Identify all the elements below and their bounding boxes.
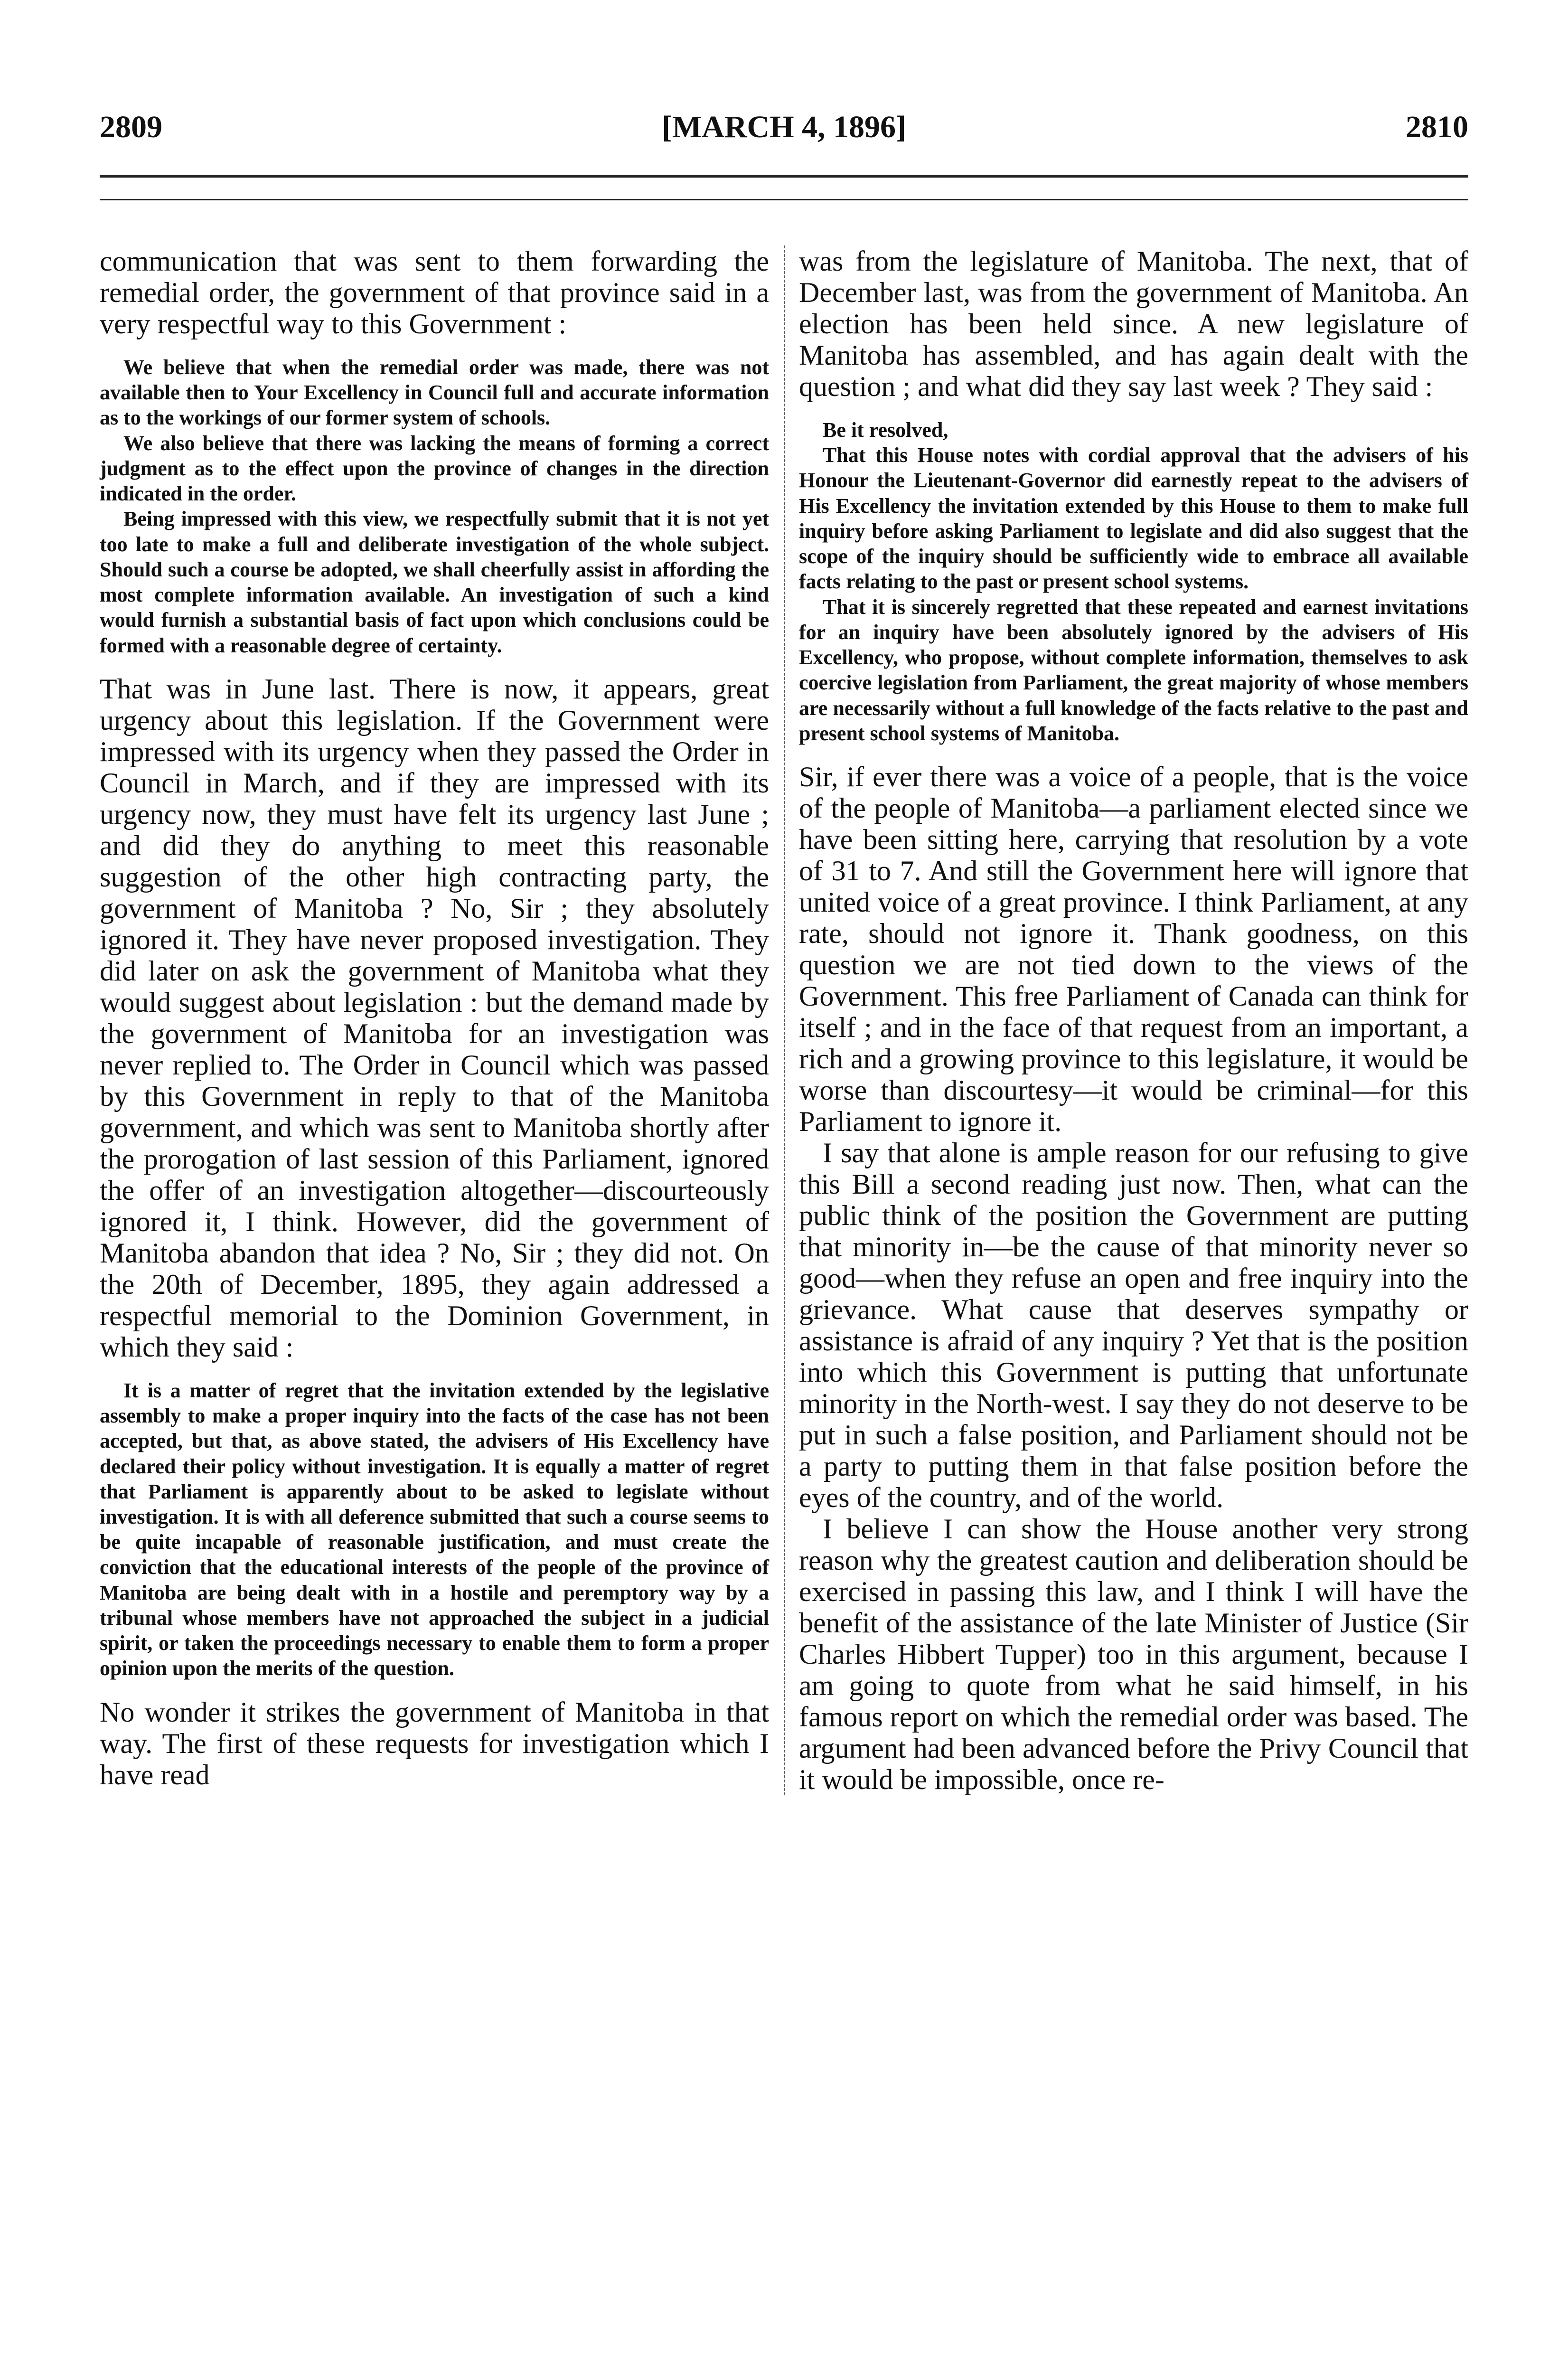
page-header [100,90,1468,161]
quote-paragraph: That it is sincerely regretted that these repeated and earnest invitations for an inquiry have been absolutely ignored by the advisers of His Excellency, who propose, without complete information, themselves to ask coercive legislation from Parliament, the great majority of whose members are necessarily without a full knowledge of the facts relative to the past and present school systems of Manitoba. [799,595,1468,745]
page-date: [MARCH 4, 1896] [661,110,907,144]
page-number-left: 2809 [100,110,162,144]
right-quote-1 [799,417,1468,746]
right-paragraph-1: was from the legislature of Manitoba. The next, that of December last, was from the government of Manitoba. An election has been held since. A new legislature of Manitoba has assembled, and has again dealt with the question ; and what did they say last week ? They said : [799,245,1468,402]
two-column-body [100,245,1468,1795]
left-quote-1 [100,355,769,658]
right-paragraph-2: Sir, if ever there was a voice of a people, that is the voice of the people of Manitoba—a parliament elected since we have been sitting here, carrying that resolution by a vote of 31 to 7. And still the Government here will ignore that united voice of a great province. I think Parliament, at any rate, should not ignore it. Thank goodness, on this question we are not tied down to the views of the Government. This free Parliament of Canada can think for itself ; and in the face of that request from an important, a rich and a growing province to this legislature, it would be worse than discourtesy—it would be criminal—for this Parliament to ignore it. [799,761,1468,1138]
right-column [799,245,1468,1795]
quote-paragraph: We believe that when the remedial order was made, there was not available then to Your Excellency in Council full and accurate information as to the workings of our former system of schools. [100,356,769,430]
left-paragraph-1: communication that was sent to them forwarding the remedial order, the government of that province said in a very respectful way to this Government : [100,245,769,339]
left-paragraph-2: That was in June last. There is now, it appears, great urgency about this legislation. If the Government were impressed with its urgency when they passed the Order in Council in March, and if they are impressed with its urgency now, they must have felt its urgency last June ; and did they do anything to meet this reasonable suggestion of the other high contracting party, the government of Manitoba ? No, Sir ; they absolutely ignored it. They have never proposed investigation. They did later on ask the government of Manitoba what they would suggest about legislation : but the demand made by the government of Manitoba for an investigation was never replied to. The Order in Council which was passed by this Government in reply to that of the Manitoba government, and which was sent to Manitoba shortly after the prorogation of last session of this Parliament, ignored the offer of an investigation altogether—discourteously ignored it, I think. However, did the government of Manitoba abandon that idea ? No, Sir ; they did not. On the 20th of December, 1895, they again addressed a respectful memorial to the Dominion Government, in which they said : [100,673,769,1363]
quote-paragraph: Being impressed with this view, we respectfully submit that it is not yet too late to make a full and deliberate investigation of the whole subject. Should such a course be adopted, we shall cheerfully assist in affording the most complete information available. An investigation of such a kind would furnish a substantial basis of fact upon which conclusions could be formed with a reasonable degree of certainty. [100,507,769,657]
left-quote-2 [100,1378,769,1681]
right-paragraph-3: I say that alone is ample reason for our refusing to give this Bill a second reading just now. Then, what can the public think of the position the Government are putting that minority in—be the cause of that minority never so good—when they refuse an open and free inquiry into the grievance. What cause that deserves sympathy or assistance is afraid of any inquiry ? Yet that is the position into which this Government is putting that unfortunate minority in the North-west. I say they do not deserve to be put in such a false position, and Parliament should not be a party to putting them in that false position before the eyes of the country, and of the world. [799,1137,1468,1514]
left-column [100,245,769,1795]
quote-paragraph: We also believe that there was lacking the means of forming a correct judgment as to the effect upon the province of changes in the direction indicated in the order. [100,431,769,506]
quote-paragraph: Be it resolved, [823,418,948,442]
page-number-right: 2810 [1406,110,1468,144]
column-divider [784,245,785,1795]
quote-paragraph: It is a matter of regret that the invitation extended by the legislative assembly to make a proper inquiry into the facts of the case has not been accepted, but that, as above stated, the advisers of His Excellency have declared their policy without investigation. It is equally a matter of regret that Parliament is apparently about to be asked to legislate without investigation. It is with all deference submitted that such a course seems to be quite incapable of reasonable justification, and must create the conviction that the educational interests of the people of the province of Manitoba are being dealt with in a hostile and peremptory way by a tribunal whose members have not approached the subject in a judicial spirit, or taken the proceedings necessary to enable them to form a proper opinion upon the merits of the question. [100,1378,769,1680]
quote-paragraph: That this House notes with cordial approval that the advisers of his Honour the Lieutenant-Governor did earnestly repeat to the advisers of His Excellency the invitation extended by this House to them to make full inquiry before asking Parliament to legislate and did also suggest that the scope of the inquiry should be sufficiently wide to embrace all available facts relating to the past or present school systems. [799,443,1468,594]
header-rule [100,175,1468,200]
left-paragraph-3: No wonder it strikes the government of Manitoba in that way. The first of these requests for investigation which I have read [100,1696,769,1790]
right-paragraph-4: I believe I can show the House another very strong reason why the greatest caution and deliberation should be exercised in passing this law, and I think I will have the benefit of the assistance of the late Minister of Justice (Sir Charles Hibbert Tupper) too in this argument, because I am going to quote from what he said himself, in his famous report on which the remedial order was based. The argument had been advanced before the Privy Council that it would be impossible, once re- [799,1513,1468,1796]
